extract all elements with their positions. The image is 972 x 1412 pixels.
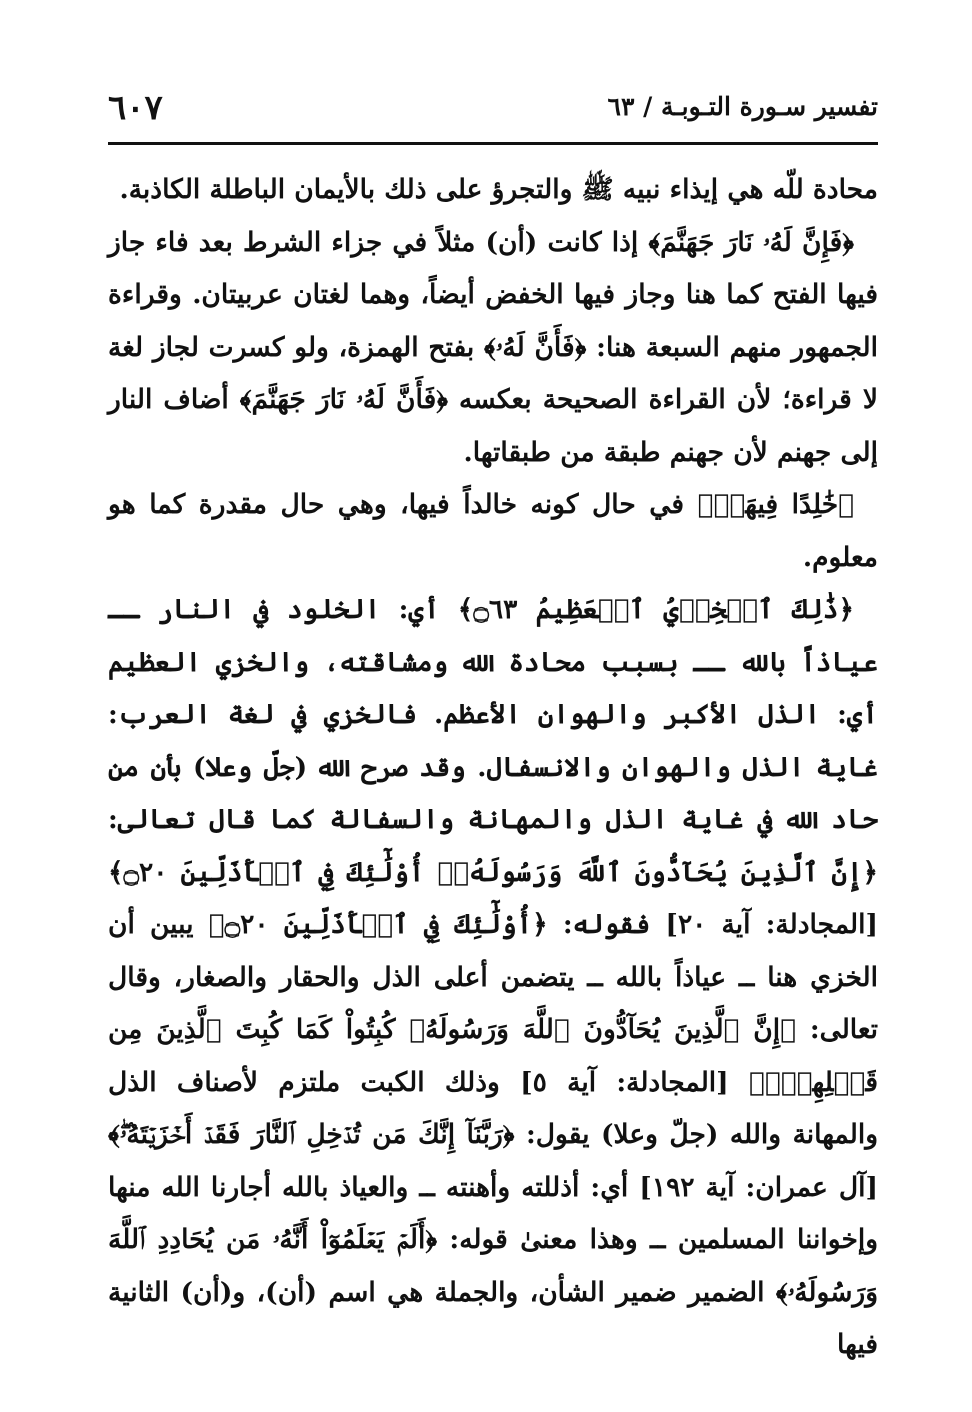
paragraph-1: محادة للّه هي إيذاء نبيه ﷺ والتجرؤ على ذلك بالأيمان الباطلة الكاذبة. xyxy=(119,174,878,205)
paragraph-3: ﴿خَٰلِدًا فِيهَاۚ﴾ في حال كونه خالداً فيها، وهي حال مقدرة كما هو معلوم. xyxy=(108,489,878,573)
page-number: ٦٠٧ xyxy=(108,88,163,128)
header-rule xyxy=(108,142,878,145)
running-title: تفسير سـورة التـوبـة / ٦٣ xyxy=(607,92,878,121)
page-header xyxy=(108,88,878,142)
paragraph-2: ﴿فَإِنَّ لَهُۥ نَارَ جَهَنَّمَ﴾ إذا كانت (أن) مثلاً في جزاء الشرط بعد فاء جاز فيها الفتح كما هنا وجاز فيها الخفض أيضاً، وهما لغتان عربيتان. وقراءة الجمهور منهم السبعة هنا: ﴿فَأَنَّ لَهُۥ﴾ بفتح الهمزة، ولو كسرت لجاز لغة لا قراءة؛ لأن القراءة الصحيحة بعكسه ﴿فَأَنَّ لَهُۥ نَارَ جَهَنَّمَ﴾ أضاف النار إلى جهنم لأن جهنم طبقة من طبقاتها. xyxy=(108,226,878,468)
paragraph-4: ﴿ذَٰلِكَ ٱلۡخِزۡيُ ٱلۡعَظِيمُ ۝٦٣﴾ أي: الخلود في النار ــ عياذاً بالله ــ بسبب محادة الله ومشاقته، والخزي العظيم أي: الذل الأكبر والهوان الأعظم. فالخزي في لغة العرب: غاية الذل والهوان والانسفال. وقد صرح الله (جلّ وعلا) بأن من حاد الله في غاية الذل والمهانة والسفالة كما قال تعالى: ﴿إِنَّ ٱلَّذِينَ يُحَآدُّونَ ٱللَّهَ وَرَسُولَهُۥٓ أُوْلَٰٓئِكَ فِي ٱلۡأَذَلِّينَ ۝٢٠﴾ [المجادلة: آية ٢٠] فقوله: ﴿أُوْلَٰٓئِكَ فِي ٱلۡأَذَلِّينَ ۝٢٠﴾ يبين أن الخزي هنا ــ عياذاً بالله ــ يتضمن أعلى الذل والحقار والصغار، وقال تعالى: ﴿إِنَّ ٱلَّذِينَ يُحَآدُّونَ ٱللَّهَ وَرَسُولَهُۥ كُبِتُواْ كَمَا كُبِتَ ٱلَّذِينَ مِن قَبۡلِهِمۡۚ﴾ [المجادلة: آية ٥] وذلك الكبت ملتزم لأصناف الذل والمهانة والله (جلّ وعلا) يقول: ﴿رَبَّنَآ إِنَّكَ مَن تُدۡخِلِ ٱلنَّارَ فَقَدۡ أَخۡزَيۡتَهُۥۖ﴾ [آل عمران: آية ١٩٢] أي: أذللته وأهنته ــ والعياذ بالله أجارنا الله منها وإخواننا المسلمين ــ وهذا معنىٰ قوله: ﴿أَلَمۡ يَعۡلَمُوٓاْ أَنَّهُۥ مَن يُحَادِدِ ٱللَّهَ وَرَسُولَهُۥ﴾ الضمير ضمير الشأن، والجملة هي اسم (أن)، و(أن) الثانية فيها xyxy=(108,594,878,1360)
body-text xyxy=(108,164,878,1372)
